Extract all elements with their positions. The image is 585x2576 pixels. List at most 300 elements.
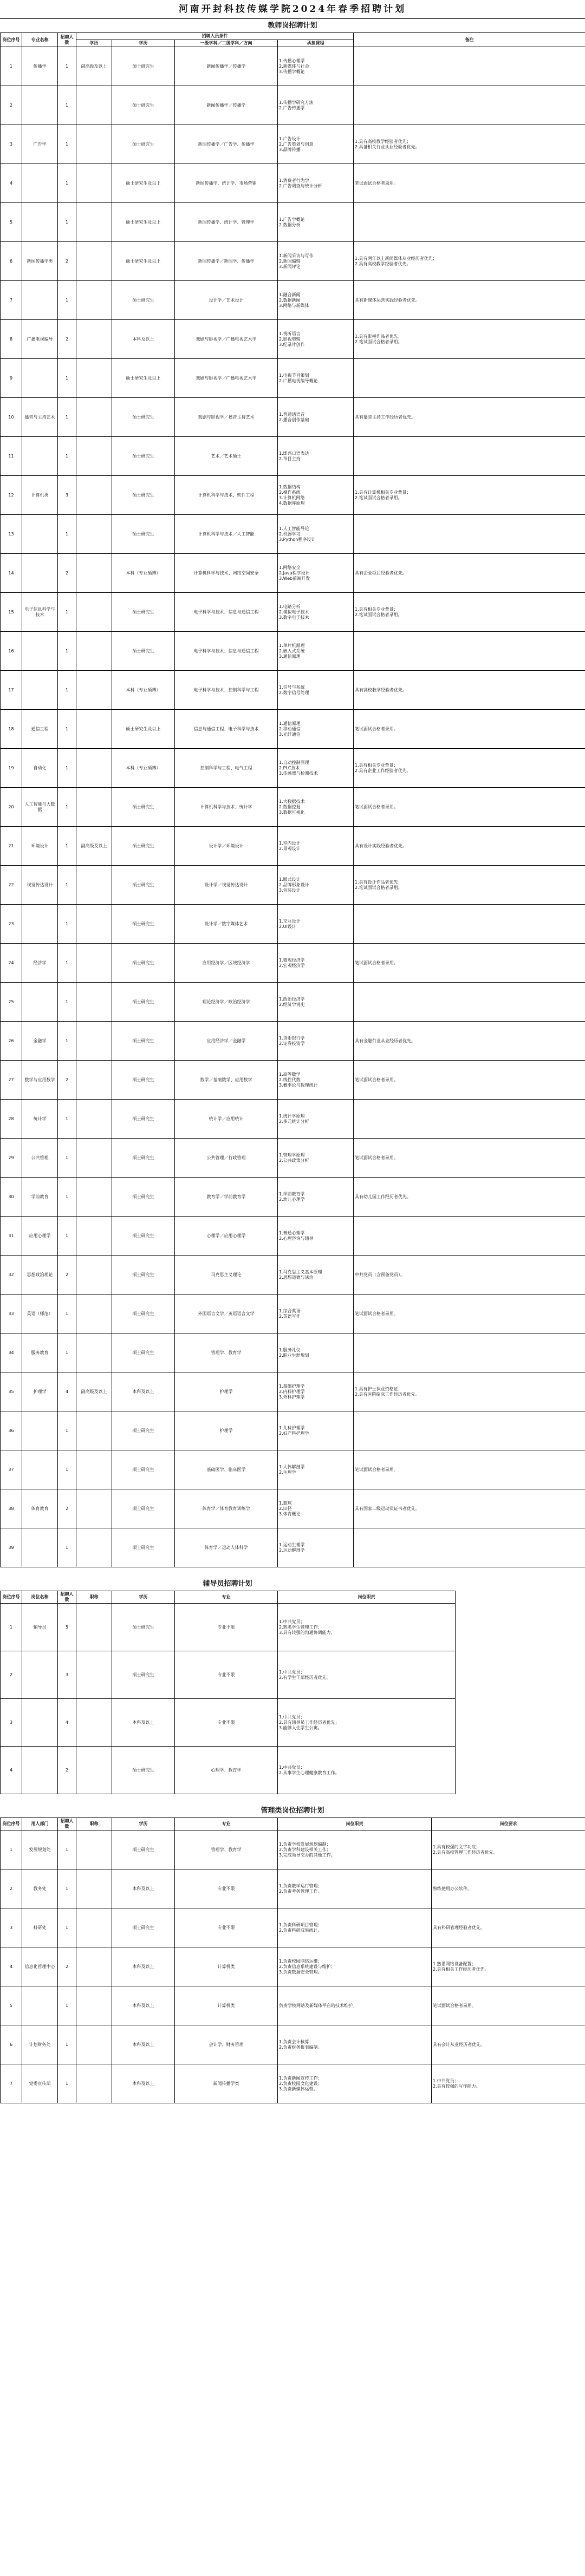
cell-note (354, 203, 585, 242)
cell-major (22, 1411, 58, 1450)
cell-edu: 本科及以上 (112, 2025, 175, 2064)
cell-count: 1 (58, 86, 76, 125)
page-title: 河南开封科技传媒学院2024年春季招聘计划 (0, 0, 585, 19)
cell-major: 应用心理学 (22, 1217, 58, 1256)
cell-course: 1.管理学原理 2.公共政策分析 (278, 1139, 354, 1178)
cell-subject: 新闻传播学／传播学 (175, 86, 278, 125)
cell-degree (76, 281, 112, 320)
col-subject-header: 一级学科／二级学科／方向 (175, 40, 278, 47)
cell-subject: 体育学／体育教育训练学 (175, 1489, 278, 1528)
teacher-table-header-row (1, 33, 585, 40)
cell-course: 1.马克思主义基本原理 2.思想道德与法治 (278, 1256, 354, 1294)
cell-edu: 硕士研究生 (112, 1830, 175, 1869)
cell-name (22, 1699, 58, 1747)
cell-note (354, 515, 585, 554)
table-row (1, 1100, 585, 1139)
cell-subject: 外国语言文学／英语语言文学 (175, 1294, 278, 1333)
cell-course: 1.传播学研究方法 2.广告传播学 (278, 86, 354, 125)
cell-edu: 硕士研究生 (112, 1333, 175, 1372)
table-row (1, 47, 585, 86)
cell-id: 13 (1, 515, 22, 554)
cell-edu: 硕士研究生 (112, 1747, 175, 1794)
cell-edu: 硕士研究生及以上 (112, 242, 175, 281)
cell-edu: 硕士研究生 (112, 983, 175, 1022)
cell-count: 1 (58, 515, 76, 554)
cell-edu: 本科（专业硕博） (112, 671, 175, 710)
cell-subject: 专业不限 (175, 1699, 278, 1747)
cell-major: 统计学 (22, 1100, 58, 1139)
cell-id: 10 (1, 398, 22, 437)
cell-degree (76, 905, 112, 944)
cell-course: 1.融合新闻 2.数据新闻 3.网络与新媒体 (278, 281, 354, 320)
cell-degree (76, 1100, 112, 1139)
cell-degree (76, 1489, 112, 1528)
cell-edu: 硕士研究生 (112, 1178, 175, 1217)
cell-edu: 硕士研究生 (112, 515, 175, 554)
cell-subject: 控制科学与工程、电气工程 (175, 749, 278, 788)
table-row (1, 437, 585, 476)
cell-note: 具有金融行业从业经历者优先。 (354, 1022, 585, 1061)
cell-id: 4 (1, 164, 22, 203)
cell-degree (76, 1022, 112, 1061)
cell-edu: 硕士研究生 (112, 1411, 175, 1450)
cell-degree (76, 1747, 112, 1794)
cell-degree (76, 1061, 112, 1100)
cell-count: 3 (58, 476, 76, 515)
cell-count: 2 (58, 242, 76, 281)
table-row (1, 671, 585, 710)
cell-subject: 计算机科学与技术、网络空间安全 (175, 554, 278, 593)
cell-subject: 心理学／应用心理学 (175, 1217, 278, 1256)
cell-major: 广告学 (22, 125, 58, 164)
cell-id: 11 (1, 437, 22, 476)
col-degree-header: 学历 (76, 40, 112, 47)
table-row (1, 86, 585, 125)
cell-count: 1 (58, 437, 76, 476)
cell-id: 6 (1, 2025, 22, 2064)
cell-id: 30 (1, 1178, 22, 1217)
cell-count: 1 (58, 203, 76, 242)
cell-subject: 电子科学与技术、控制科学与工程 (175, 671, 278, 710)
cell-subject: 戏剧与影视学／广播电视艺术学 (175, 359, 278, 398)
cell-note (354, 437, 585, 476)
cell-subject: 护理学 (175, 1372, 278, 1411)
cell-edu: 本科及以上 (112, 1869, 175, 1908)
cell-note: 笔试面试合格者录用。 (354, 944, 585, 983)
cell-id: 29 (1, 1139, 22, 1178)
cell-course: 1.单片机原理 2.嵌入式系统 3.通信原理 (278, 632, 354, 671)
cell-name (22, 1747, 58, 1794)
cell-major: 新闻传播学类 (22, 242, 58, 281)
cell-edu: 硕士研究生 (112, 1651, 175, 1699)
cell-subject: 体育学／运动人体科学 (175, 1528, 278, 1567)
cell-degree (76, 242, 112, 281)
cell-id: 3 (1, 125, 22, 164)
table-row (1, 866, 585, 905)
col-count-header: 招聘人数 (58, 1591, 76, 1604)
cell-count: 1 (58, 905, 76, 944)
cell-major (22, 905, 58, 944)
cell-degree (76, 437, 112, 476)
manage-table (0, 1817, 585, 2103)
cell-major: 数学与应用数学 (22, 1061, 58, 1100)
cell-id: 9 (1, 359, 22, 398)
table-row (1, 1372, 585, 1411)
col-id-header: 岗位序号 (1, 1591, 22, 1604)
table-row (1, 398, 585, 437)
cell-edu: 硕士研究生 (112, 866, 175, 905)
cell-subject: 戏剧与影视学／播音主持艺术 (175, 398, 278, 437)
cell-count: 1 (58, 1217, 76, 1256)
cell-count: 1 (58, 2064, 76, 2103)
cell-major: 广播电视编导 (22, 320, 58, 359)
cell-id: 31 (1, 1217, 22, 1256)
cell-major (22, 164, 58, 203)
cell-subject: 设计学／视觉传达设计 (175, 866, 278, 905)
cell-note: 具有企业项目经验者优先。 (354, 554, 585, 593)
cell-edu: 硕士研究生 (112, 437, 175, 476)
cell-degree (76, 1178, 112, 1217)
cell-subject: 设计学／数字媒体艺术 (175, 905, 278, 944)
cell-edu: 硕士研究生 (112, 1100, 175, 1139)
cell-course: 1.网络安全 2.Java程序设计 3.Web前端开发 (278, 554, 354, 593)
cell-subject: 公共管理／行政管理 (175, 1139, 278, 1178)
cell-course: 1.综合英语 2.英语写作 (278, 1294, 354, 1333)
cell-note: 具有新媒体运营实践经验者优先。 (354, 281, 585, 320)
manage-table-header-row (1, 1818, 585, 1830)
cell-note (354, 1333, 585, 1372)
cell-degree (76, 1947, 112, 1986)
col-edu-header: 学历 (112, 40, 175, 47)
cell-note: 笔试面试合格者录用。 (354, 1294, 585, 1333)
cell-edu: 硕士研究生及以上 (112, 203, 175, 242)
cell-major: 环境设计 (22, 827, 58, 866)
cell-id: 5 (1, 203, 22, 242)
teacher-section-title: 教师岗招聘计划 (268, 22, 317, 30)
table-row (1, 1869, 585, 1908)
cell-count: 1 (58, 1178, 76, 1217)
cell-subject: 计算机科学与技术、软件工程 (175, 476, 278, 515)
cell-subject: 统计学／应用统计 (175, 1100, 278, 1139)
cell-id: 12 (1, 476, 22, 515)
cell-id: 27 (1, 1061, 22, 1100)
cell-edu: 本科（专业硕博） (112, 749, 175, 788)
cell-subject: 新闻传播学／传播学 (175, 47, 278, 86)
table-row (1, 164, 585, 203)
col-major-header: 专业名称 (22, 33, 58, 47)
cell-major: 金融学 (22, 1022, 58, 1061)
table-row (1, 1986, 585, 2025)
table-row (1, 1450, 585, 1489)
cell-note (354, 359, 585, 398)
cell-id: 4 (1, 1747, 22, 1794)
cell-id: 32 (1, 1256, 22, 1294)
cell-degree (76, 1256, 112, 1294)
cell-count: 2 (58, 1061, 76, 1100)
cell-major (22, 515, 58, 554)
col-req-header: 岗位要求 (432, 1818, 585, 1830)
cell-edu: 硕士研究生 (112, 125, 175, 164)
cell-subject: 新闻传播学／广告学、传播学 (175, 125, 278, 164)
cell-note: 具有国家二级运动员证书者优先。 (354, 1489, 585, 1528)
cell-id: 33 (1, 1294, 22, 1333)
cell-id: 4 (1, 1947, 22, 1986)
cell-id: 37 (1, 1450, 22, 1489)
col-subject-header: 专业 (175, 1818, 278, 1830)
cell-major (22, 632, 58, 671)
cell-course: 1.普通话语音 2.播音创作基础 (278, 398, 354, 437)
cell-count: 1 (58, 710, 76, 749)
cell-dept: 党委宣传部 (22, 2064, 58, 2103)
col-note-header: 备注 (354, 33, 585, 47)
cell-subject: 教育学／学前教育学 (175, 1178, 278, 1217)
table-row (1, 1294, 585, 1333)
cell-count: 1 (58, 749, 76, 788)
cell-note: 笔试面试合格者录用。 (354, 1450, 585, 1489)
cell-degree (76, 203, 112, 242)
cell-req: 1.中共党员； 2.具有较强的写作能力。 (432, 2064, 585, 2103)
cell-major: 思想政治理论 (22, 1256, 58, 1294)
cell-note: 具有播音主持工作经历者优先。 (354, 398, 585, 437)
cell-subject: 专业不限 (175, 1604, 278, 1651)
table-row (1, 1061, 585, 1100)
cell-course: 1.交互设计 2.UI设计 (278, 905, 354, 944)
cell-subject: 电子科学与技术、信息与通信工程 (175, 593, 278, 632)
cell-subject: 专业不限 (175, 1908, 278, 1947)
cell-note: 1.具有相关专业背景； 2.笔试面试合格者录用。 (354, 593, 585, 632)
cell-edu: 本科及以上 (112, 1986, 175, 2025)
cell-count: 1 (58, 1450, 76, 1489)
cell-course: 1.人工智能导论 2.机器学习 3.Python程序设计 (278, 515, 354, 554)
cell-degree (76, 749, 112, 788)
cell-course: 1.统计学原理 2.多元统计分析 (278, 1100, 354, 1139)
cell-req: 熟练使用办公软件。 (432, 1869, 585, 1908)
cell-course: 1.消费者行为学 2.广告调查与统计分析 (278, 164, 354, 203)
cell-count: 1 (58, 1100, 76, 1139)
cell-subject: 心理学、教育学 (175, 1747, 278, 1794)
cell-dept: 教务处 (22, 1869, 58, 1908)
cell-id: 14 (1, 554, 22, 593)
cell-degree (76, 1333, 112, 1372)
cell-degree (76, 2025, 112, 2064)
cell-degree (76, 1869, 112, 1908)
cell-major: 电子信息科学与技术 (22, 593, 58, 632)
cell-edu: 硕士研究生 (112, 827, 175, 866)
table-row (1, 788, 585, 827)
cell-id: 16 (1, 632, 22, 671)
cell-major (22, 671, 58, 710)
cell-note (354, 1100, 585, 1139)
cell-subject: 计算机类 (175, 1986, 278, 2025)
table-row (1, 1747, 456, 1794)
cell-subject: 新闻传播学／新闻学、传播学 (175, 242, 278, 281)
col-count-header: 招聘人数 (58, 33, 76, 47)
cell-edu: 本科及以上 (112, 2064, 175, 2103)
cell-note (354, 1217, 585, 1256)
cell-id: 1 (1, 47, 22, 86)
cell-note: 1.具有计算机相关专业背景； 2.笔试面试合格者录用。 (354, 476, 585, 515)
cell-dept: 信息化管理中心 (22, 1947, 58, 1986)
cell-count: 1 (58, 1528, 76, 1567)
cell-id: 36 (1, 1411, 22, 1450)
cell-id: 2 (1, 86, 22, 125)
table-row (1, 749, 585, 788)
cell-edu: 硕士研究生 (112, 1604, 175, 1651)
cell-course: 1.自动控制原理 2.PLC技术 3.传感器与检测技术 (278, 749, 354, 788)
cell-id: 23 (1, 905, 22, 944)
table-row (1, 1947, 585, 1986)
cell-course: 1.视听语言 2.影视剪辑 3.纪录片创作 (278, 320, 354, 359)
cell-degree (76, 632, 112, 671)
table-row (1, 554, 585, 593)
table-row (1, 1528, 585, 1567)
cell-course: 1.运动生理学 2.运动解剖学 (278, 1528, 354, 1567)
cell-course: 1.广告学概论 2.数据分析 (278, 203, 354, 242)
cell-duty: 1.中共党员； 2.从事学生心理健康教育工作。 (278, 1747, 456, 1794)
cell-count: 1 (58, 1294, 76, 1333)
cell-degree (76, 2064, 112, 2103)
cell-degree (76, 1139, 112, 1178)
cell-count: 3 (58, 1651, 76, 1699)
cell-duty: 1.中共党员； 2.具有辅导员工作经历者优先； 3.能够入住学生公寓。 (278, 1699, 456, 1747)
table-row (1, 1217, 585, 1256)
cell-note: 1.具有设计作品者优先； 2.笔试面试合格者录用。 (354, 866, 585, 905)
cell-edu: 本科及以上 (112, 1699, 175, 1747)
cell-count: 1 (58, 47, 76, 86)
cell-req: 1.具有较强的文字功底； 2.具有高校管理工作经历者优先。 (432, 1830, 585, 1869)
cell-count: 1 (58, 593, 76, 632)
cell-course: 1.通信原理 2.移动通信 3.光纤通信 (278, 710, 354, 749)
cell-count: 1 (58, 164, 76, 203)
cell-count: 1 (58, 671, 76, 710)
cell-id: 26 (1, 1022, 22, 1061)
cell-degree (76, 788, 112, 827)
cell-id: 21 (1, 827, 22, 866)
cell-dept: 科研处 (22, 1908, 58, 1947)
cell-edu: 硕士研究生 (112, 1450, 175, 1489)
cell-note (354, 905, 585, 944)
cell-course: 1.基础护理学 2.内科护理学 3.外科护理学 (278, 1372, 354, 1411)
cell-degree (76, 1699, 112, 1747)
cell-count: 2 (58, 1489, 76, 1528)
cell-edu: 硕士研究生 (112, 1908, 175, 1947)
cell-count: 5 (58, 1604, 76, 1651)
cell-degree (76, 866, 112, 905)
cell-id: 28 (1, 1100, 22, 1139)
cell-duty: 1.中共党员； 2.熟悉学生管理工作； 3.具有较强的沟通协调能力。 (278, 1604, 456, 1651)
cell-major: 体育教育 (22, 1489, 58, 1528)
cell-id: 7 (1, 281, 22, 320)
cell-edu: 硕士研究生 (112, 476, 175, 515)
col-edu-header: 学历 (112, 1591, 175, 1604)
cell-count: 1 (58, 1986, 76, 2025)
cell-degree (76, 554, 112, 593)
col-id-header: 岗位序号 (1, 33, 22, 47)
cell-edu: 硕士研究生及以上 (112, 359, 175, 398)
cell-id: 1 (1, 1604, 22, 1651)
cell-major: 人工智能与大数据 (22, 788, 58, 827)
cell-degree (76, 86, 112, 125)
cell-subject: 设计学／环境设计 (175, 827, 278, 866)
cell-major (22, 437, 58, 476)
cell-subject: 新闻传播学类 (175, 2064, 278, 2103)
cell-degree: 副高级及以上 (76, 827, 112, 866)
cell-course: 1.大数据技术 2.数据挖掘 3.数据可视化 (278, 788, 354, 827)
table-row (1, 1699, 456, 1747)
cell-major: 经济学 (22, 944, 58, 983)
cell-note: 中共党员（含预备党员）。 (354, 1256, 585, 1294)
cell-subject: 计算机科学与技术／人工智能 (175, 515, 278, 554)
table-row (1, 359, 585, 398)
cell-id: 35 (1, 1372, 22, 1411)
cell-count: 1 (58, 1139, 76, 1178)
table-row (1, 1139, 585, 1178)
cell-id: 2 (1, 1651, 22, 1699)
cell-count: 1 (58, 281, 76, 320)
cell-major: 公共管理 (22, 1139, 58, 1178)
cell-subject: 理论经济学／政治经济学 (175, 983, 278, 1022)
table-row (1, 242, 585, 281)
cell-degree (76, 398, 112, 437)
cell-id: 7 (1, 2064, 22, 2103)
cell-subject: 电子科学与技术、信息与通信工程 (175, 632, 278, 671)
cell-count: 4 (58, 1699, 76, 1747)
table-row (1, 1178, 585, 1217)
cell-course: 1.普通心理学 2.心理咨询与辅导 (278, 1217, 354, 1256)
cell-degree (76, 1528, 112, 1567)
table-row (1, 1830, 585, 1869)
cell-major: 护理学 (22, 1372, 58, 1411)
table-row (1, 281, 585, 320)
table-row (1, 1908, 585, 1947)
cell-subject: 应用经济学／金融学 (175, 1022, 278, 1061)
cell-id: 18 (1, 710, 22, 749)
cell-subject: 基础医学、临床医学 (175, 1450, 278, 1489)
cell-subject: 管理学、教育学 (175, 1830, 278, 1869)
cell-count: 1 (58, 944, 76, 983)
cell-degree (76, 476, 112, 515)
cell-edu: 本科及以上 (112, 1947, 175, 1986)
counselor-table-header-row (1, 1591, 456, 1604)
cell-count: 1 (58, 2025, 76, 2064)
cell-subject: 管理学、教育学 (175, 1333, 278, 1372)
cell-duty: 1.负责校园网络运维； 2.负责信息系统建设与维护； 3.负责数据安全管理。 (278, 1947, 432, 1986)
table-row (1, 320, 585, 359)
col-edu-header: 学历 (112, 1818, 175, 1830)
col-cond-header: 招聘人员条件 (76, 33, 354, 40)
cell-degree: 副高级及以上 (76, 47, 112, 86)
cell-edu: 硕士研究生 (112, 1217, 175, 1256)
cell-id: 38 (1, 1489, 22, 1528)
table-row (1, 1411, 585, 1450)
cell-id: 6 (1, 242, 22, 281)
cell-subject: 戏剧与影视学／广播电视艺术学 (175, 320, 278, 359)
cell-degree (76, 359, 112, 398)
table-row (1, 2025, 585, 2064)
cell-major (22, 203, 58, 242)
table-row (1, 125, 585, 164)
cell-degree (76, 320, 112, 359)
cell-count: 1 (58, 632, 76, 671)
table-row (1, 593, 585, 632)
cell-id: 3 (1, 1699, 22, 1747)
cell-edu: 硕士研究生 (112, 593, 175, 632)
cell-edu: 硕士研究生及以上 (112, 164, 175, 203)
counselor-table (0, 1591, 456, 1794)
cell-course: 1.服务礼仪 2.职业生涯规划 (278, 1333, 354, 1372)
col-subject-header: 专业 (175, 1591, 278, 1604)
cell-subject: 护理学 (175, 1411, 278, 1450)
